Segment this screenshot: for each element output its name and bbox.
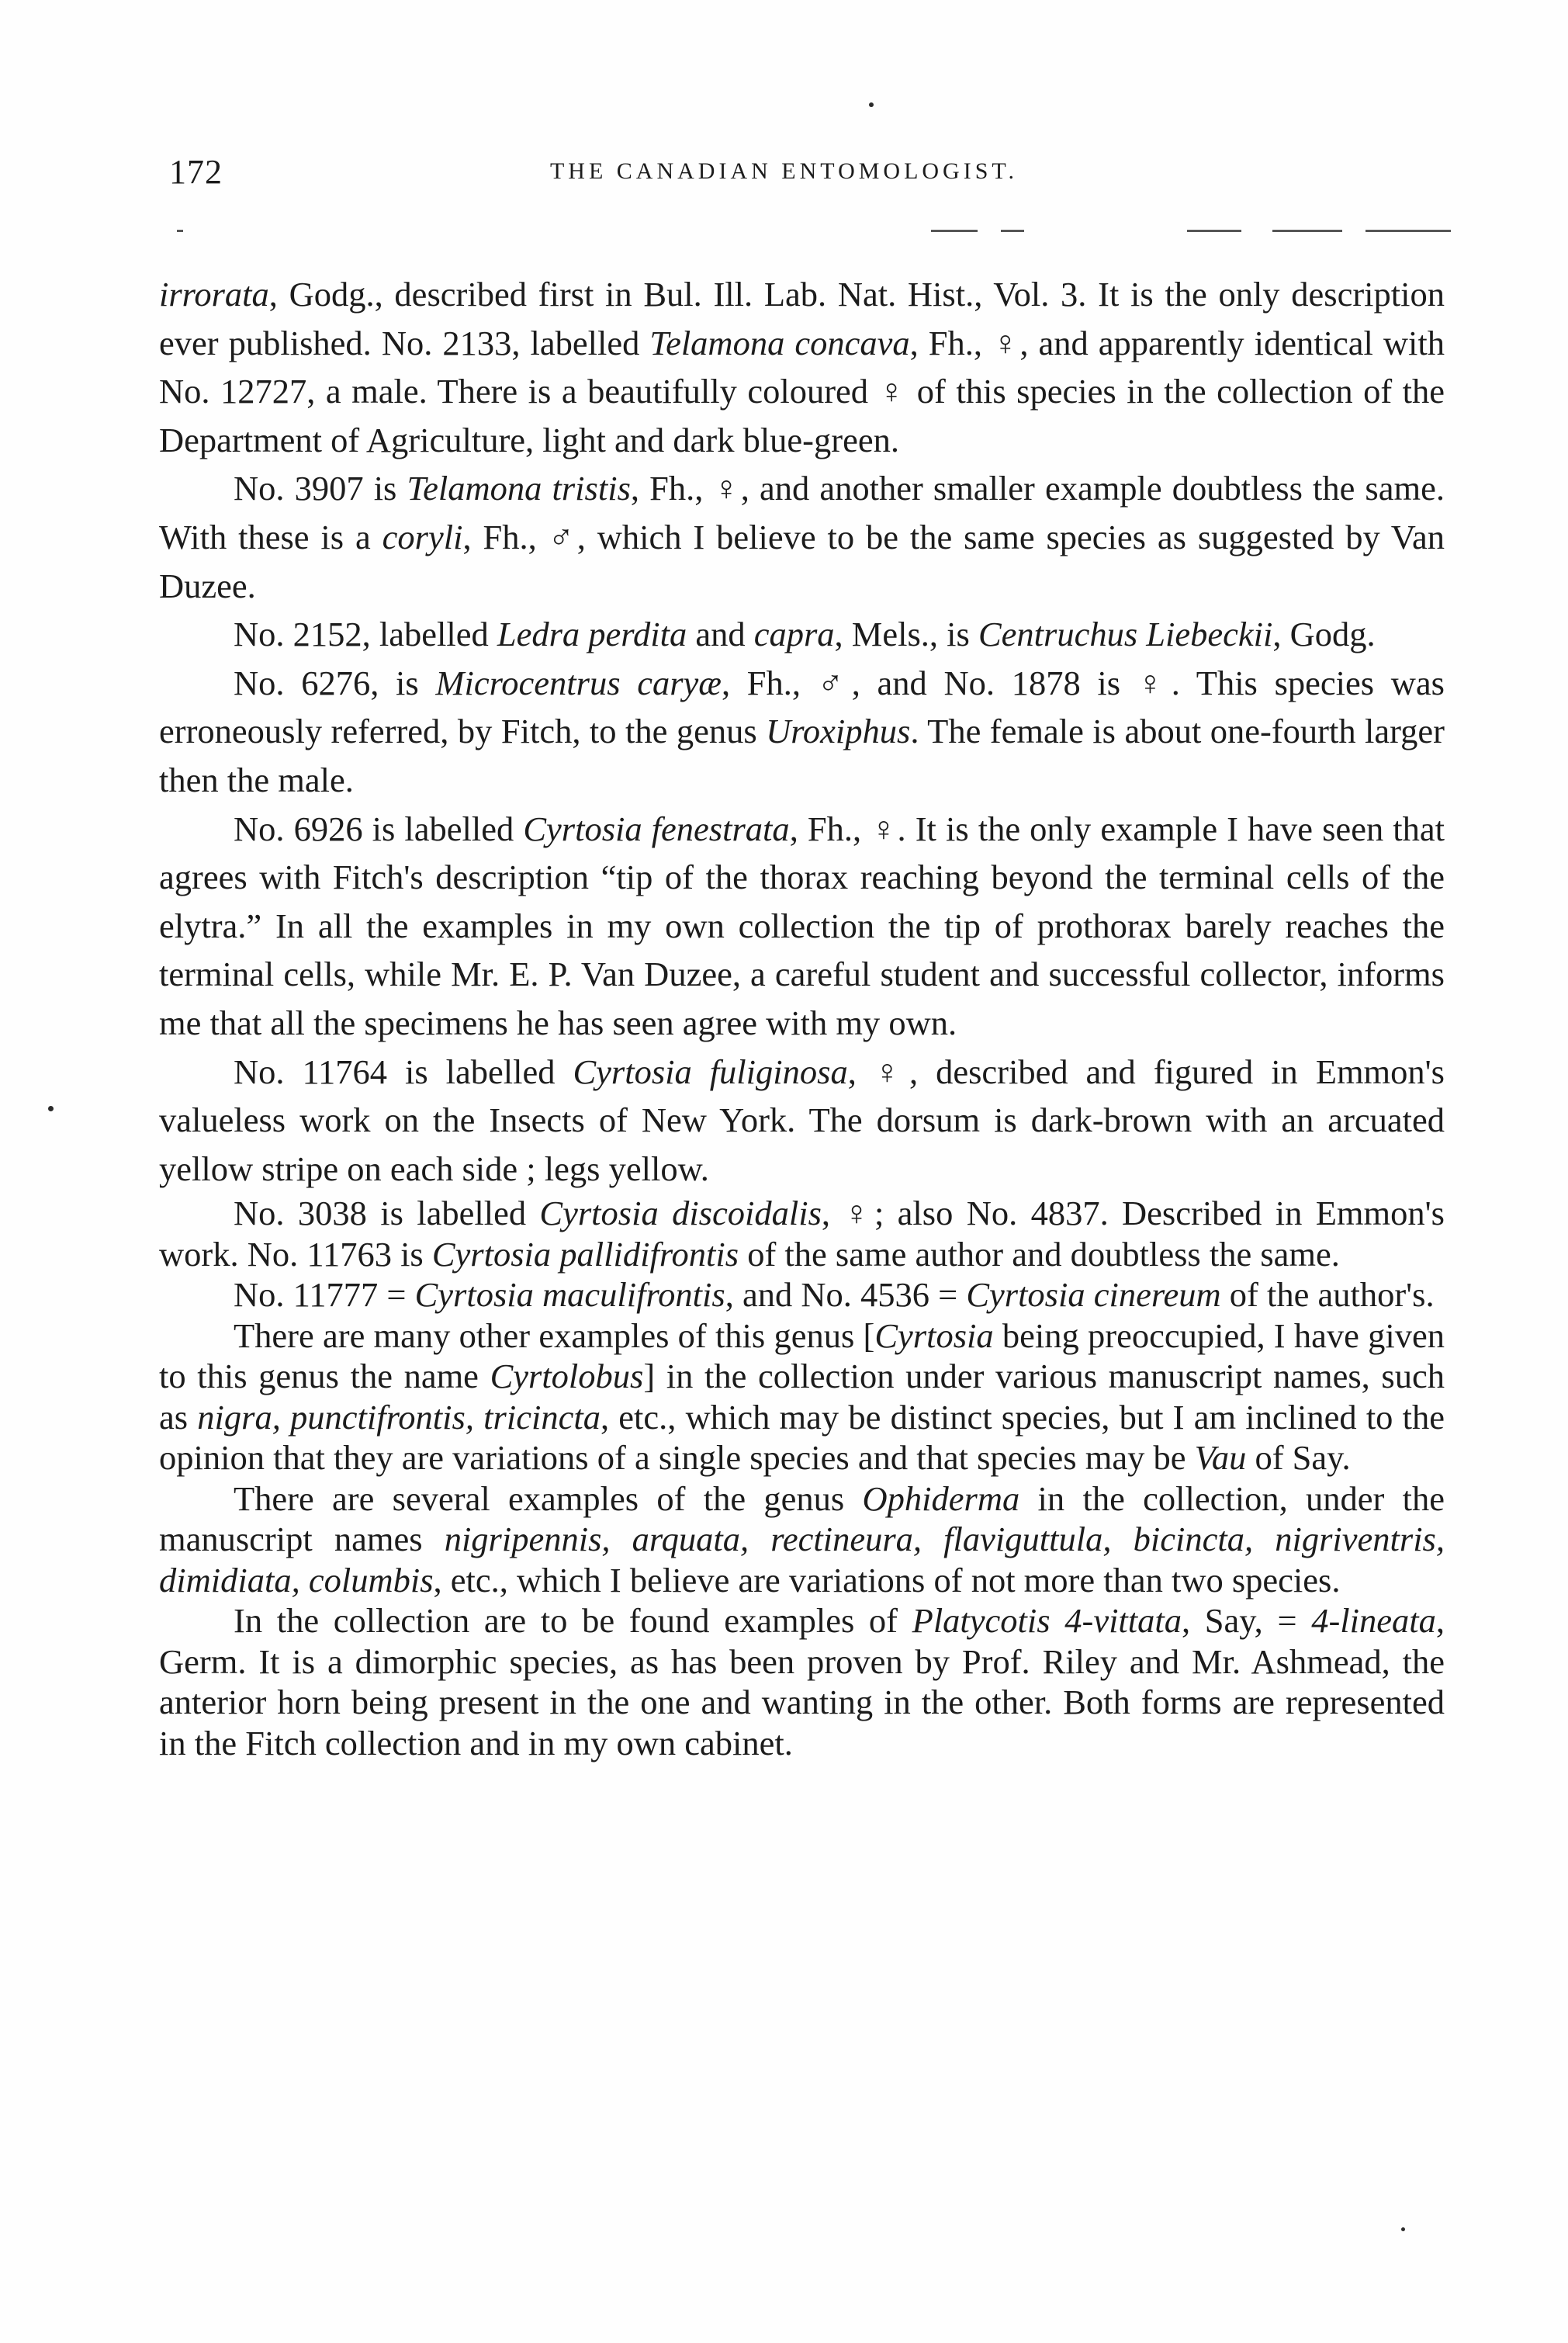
text-run: There are many other examples of this genus [: [234, 1315, 875, 1355]
italic-term: capra: [753, 615, 835, 654]
paragraph-p1: [159, 270, 1445, 464]
text-run: No. 3907 is: [234, 469, 407, 508]
text-run: of the same author and doubtless the same.: [739, 1234, 1340, 1274]
text-run: No. 3038 is labelled: [234, 1194, 540, 1233]
italic-term: Cyrtolobus: [490, 1357, 644, 1396]
text-run: In the collection are to be found examples of: [234, 1601, 912, 1641]
italic-term: irrorata: [159, 275, 269, 314]
text-run: No. 6276, is: [234, 663, 436, 702]
scan-dash: [1001, 230, 1024, 232]
scan-speck: [177, 230, 183, 232]
body-text: [159, 270, 1445, 1763]
text-run: , Godg., described first in Bul. Ill. Lab. Nat. Hist., Vol. 3. It is the only description ever published. No. 2133, labelled: [159, 275, 1445, 362]
running-head: THE CANADIAN ENTOMOLOGIST.: [549, 158, 1018, 184]
paragraph-p11: [159, 1600, 1445, 1763]
scan-speck: [869, 102, 874, 107]
scan-dash: [931, 230, 978, 232]
text-run: in the collection, under the manuscript names: [159, 1478, 1445, 1559]
text-run: No. 11777 =: [234, 1275, 415, 1315]
scan-speck: [1401, 2227, 1405, 2231]
scan-speck: [48, 1106, 54, 1111]
text-run: No. 2152, labelled: [234, 615, 497, 654]
italic-term: Cyrtosia: [874, 1315, 994, 1355]
italic-term: Cyrtosia fenestrata: [523, 809, 790, 848]
text-run: , Fh., ♂, which I believe to be the same species as suggested by Van Duzee.: [159, 517, 1445, 605]
text-run: , ♀, described and figured in Emmon's valueless work on the Insects of New York. The dorsum is dark-brown with an arcuated yellow stripe on each side ; legs yellow.: [159, 1052, 1445, 1188]
text-run: , Fh., ♀, and apparently identical with No. 12727, a male. There is a beautifully coloured ♀ of this species in the collection of the Department of Agriculture, light and dark blue-green.: [159, 323, 1445, 459]
italic-term: nigra, punctifrontis, tricincta: [197, 1397, 601, 1437]
text-run: of Say.: [1246, 1438, 1351, 1478]
italic-term: Cyrtosia maculifrontis: [414, 1275, 725, 1315]
page-number: 172: [169, 153, 223, 191]
italic-term: Centruchus Liebeckii: [978, 615, 1273, 654]
text-run: , Say, =: [1182, 1601, 1312, 1641]
text-run: of the author's.: [1220, 1275, 1435, 1315]
scan-dash: [1187, 230, 1241, 232]
scan-dash: [1272, 230, 1342, 232]
paragraph-p6: [159, 1048, 1445, 1194]
paragraph-p9: [159, 1315, 1445, 1478]
text-run: , Mels., is: [834, 615, 978, 654]
paragraph-p4: [159, 659, 1445, 805]
text-run: , etc., which may be distinct species, but I am inclined to the opinion that they are variations of a single species and that species may be: [159, 1397, 1445, 1478]
italic-term: coryli: [382, 517, 463, 556]
text-run: ] in the collection under various manuscript names, such as: [159, 1357, 1445, 1437]
text-run: No. 11764 is labelled: [234, 1052, 573, 1091]
italic-term: Cyrtosia fuliginosa: [573, 1052, 848, 1091]
text-run: , and No. 4536 =: [725, 1275, 967, 1315]
italic-term: Telamona tristis: [407, 469, 631, 508]
italic-term: Cyrtosia pallidifrontis: [431, 1234, 739, 1274]
italic-term: 4-lineata: [1311, 1601, 1436, 1641]
text-run: , Fh., ♀. It is the only example I have seen that agrees with Fitch's description “tip of the thorax reaching beyond the terminal cells of the elytra.” In all the examples in my own collection the tip of prothorax barely reaches the terminal cells, while Mr. E. P. Van Duzee, a careful student and successful collector, informs me that all the specimens he has seen agree with my own.: [159, 809, 1445, 1042]
text-run: , etc., which I believe are variations of not more than two species.: [433, 1560, 1341, 1600]
italic-term: Cyrtosia cinereum: [966, 1275, 1221, 1315]
paragraph-p2: [159, 464, 1445, 610]
text-run: and: [687, 615, 754, 654]
italic-term: Telamona concava: [649, 323, 910, 362]
text-run: being preoccupied, I have given to this genus the name: [159, 1315, 1445, 1396]
paragraph-p8: [159, 1274, 1445, 1315]
paragraph-p3: [159, 610, 1445, 659]
italic-term: Microcentrus caryæ: [435, 663, 722, 702]
italic-term: Uroxiphus: [766, 712, 911, 751]
text-run: There are several examples of the genus: [234, 1478, 863, 1518]
italic-term: Cyrtosia discoidalis: [539, 1194, 822, 1233]
text-run: . The female is about one-fourth larger then the male.: [159, 712, 1445, 799]
italic-term: Platycotis 4-vittata: [912, 1601, 1182, 1641]
text-run: , Fh., ♂, and No. 1878 is ♀. This species was erroneously referred, by Fitch, to the genus: [159, 663, 1445, 751]
italic-term: Ophiderma: [862, 1478, 1020, 1518]
italic-term: Ledra perdita: [497, 615, 687, 654]
italic-term: Vau: [1194, 1438, 1247, 1478]
scan-dash: [1366, 230, 1451, 232]
text-run: , Germ. It is a dimorphic species, as has been proven by Prof. Riley and Mr. Ashmead, the anterior horn being present in the one and wanting in the other. Both forms are represented in the Fitch collection and in my own cabinet.: [159, 1601, 1445, 1762]
italic-term: nigripennis, arquata, rectineura, flaviguttula, bicincta, nigriventris, dimidiata, columbis: [159, 1520, 1445, 1600]
text-run: , Godg.: [1272, 615, 1376, 654]
text-run: , Fh., ♀, and another smaller example doubtless the same. With these is a: [159, 469, 1445, 556]
paragraph-p5: [159, 805, 1445, 1048]
text-run: No. 6926 is labelled: [234, 809, 524, 848]
text-run: , ♀; also No. 4837. Described in Emmon's work. No. 11763 is: [159, 1194, 1445, 1274]
paragraph-p7: [159, 1193, 1445, 1274]
paragraph-p10: [159, 1478, 1445, 1601]
